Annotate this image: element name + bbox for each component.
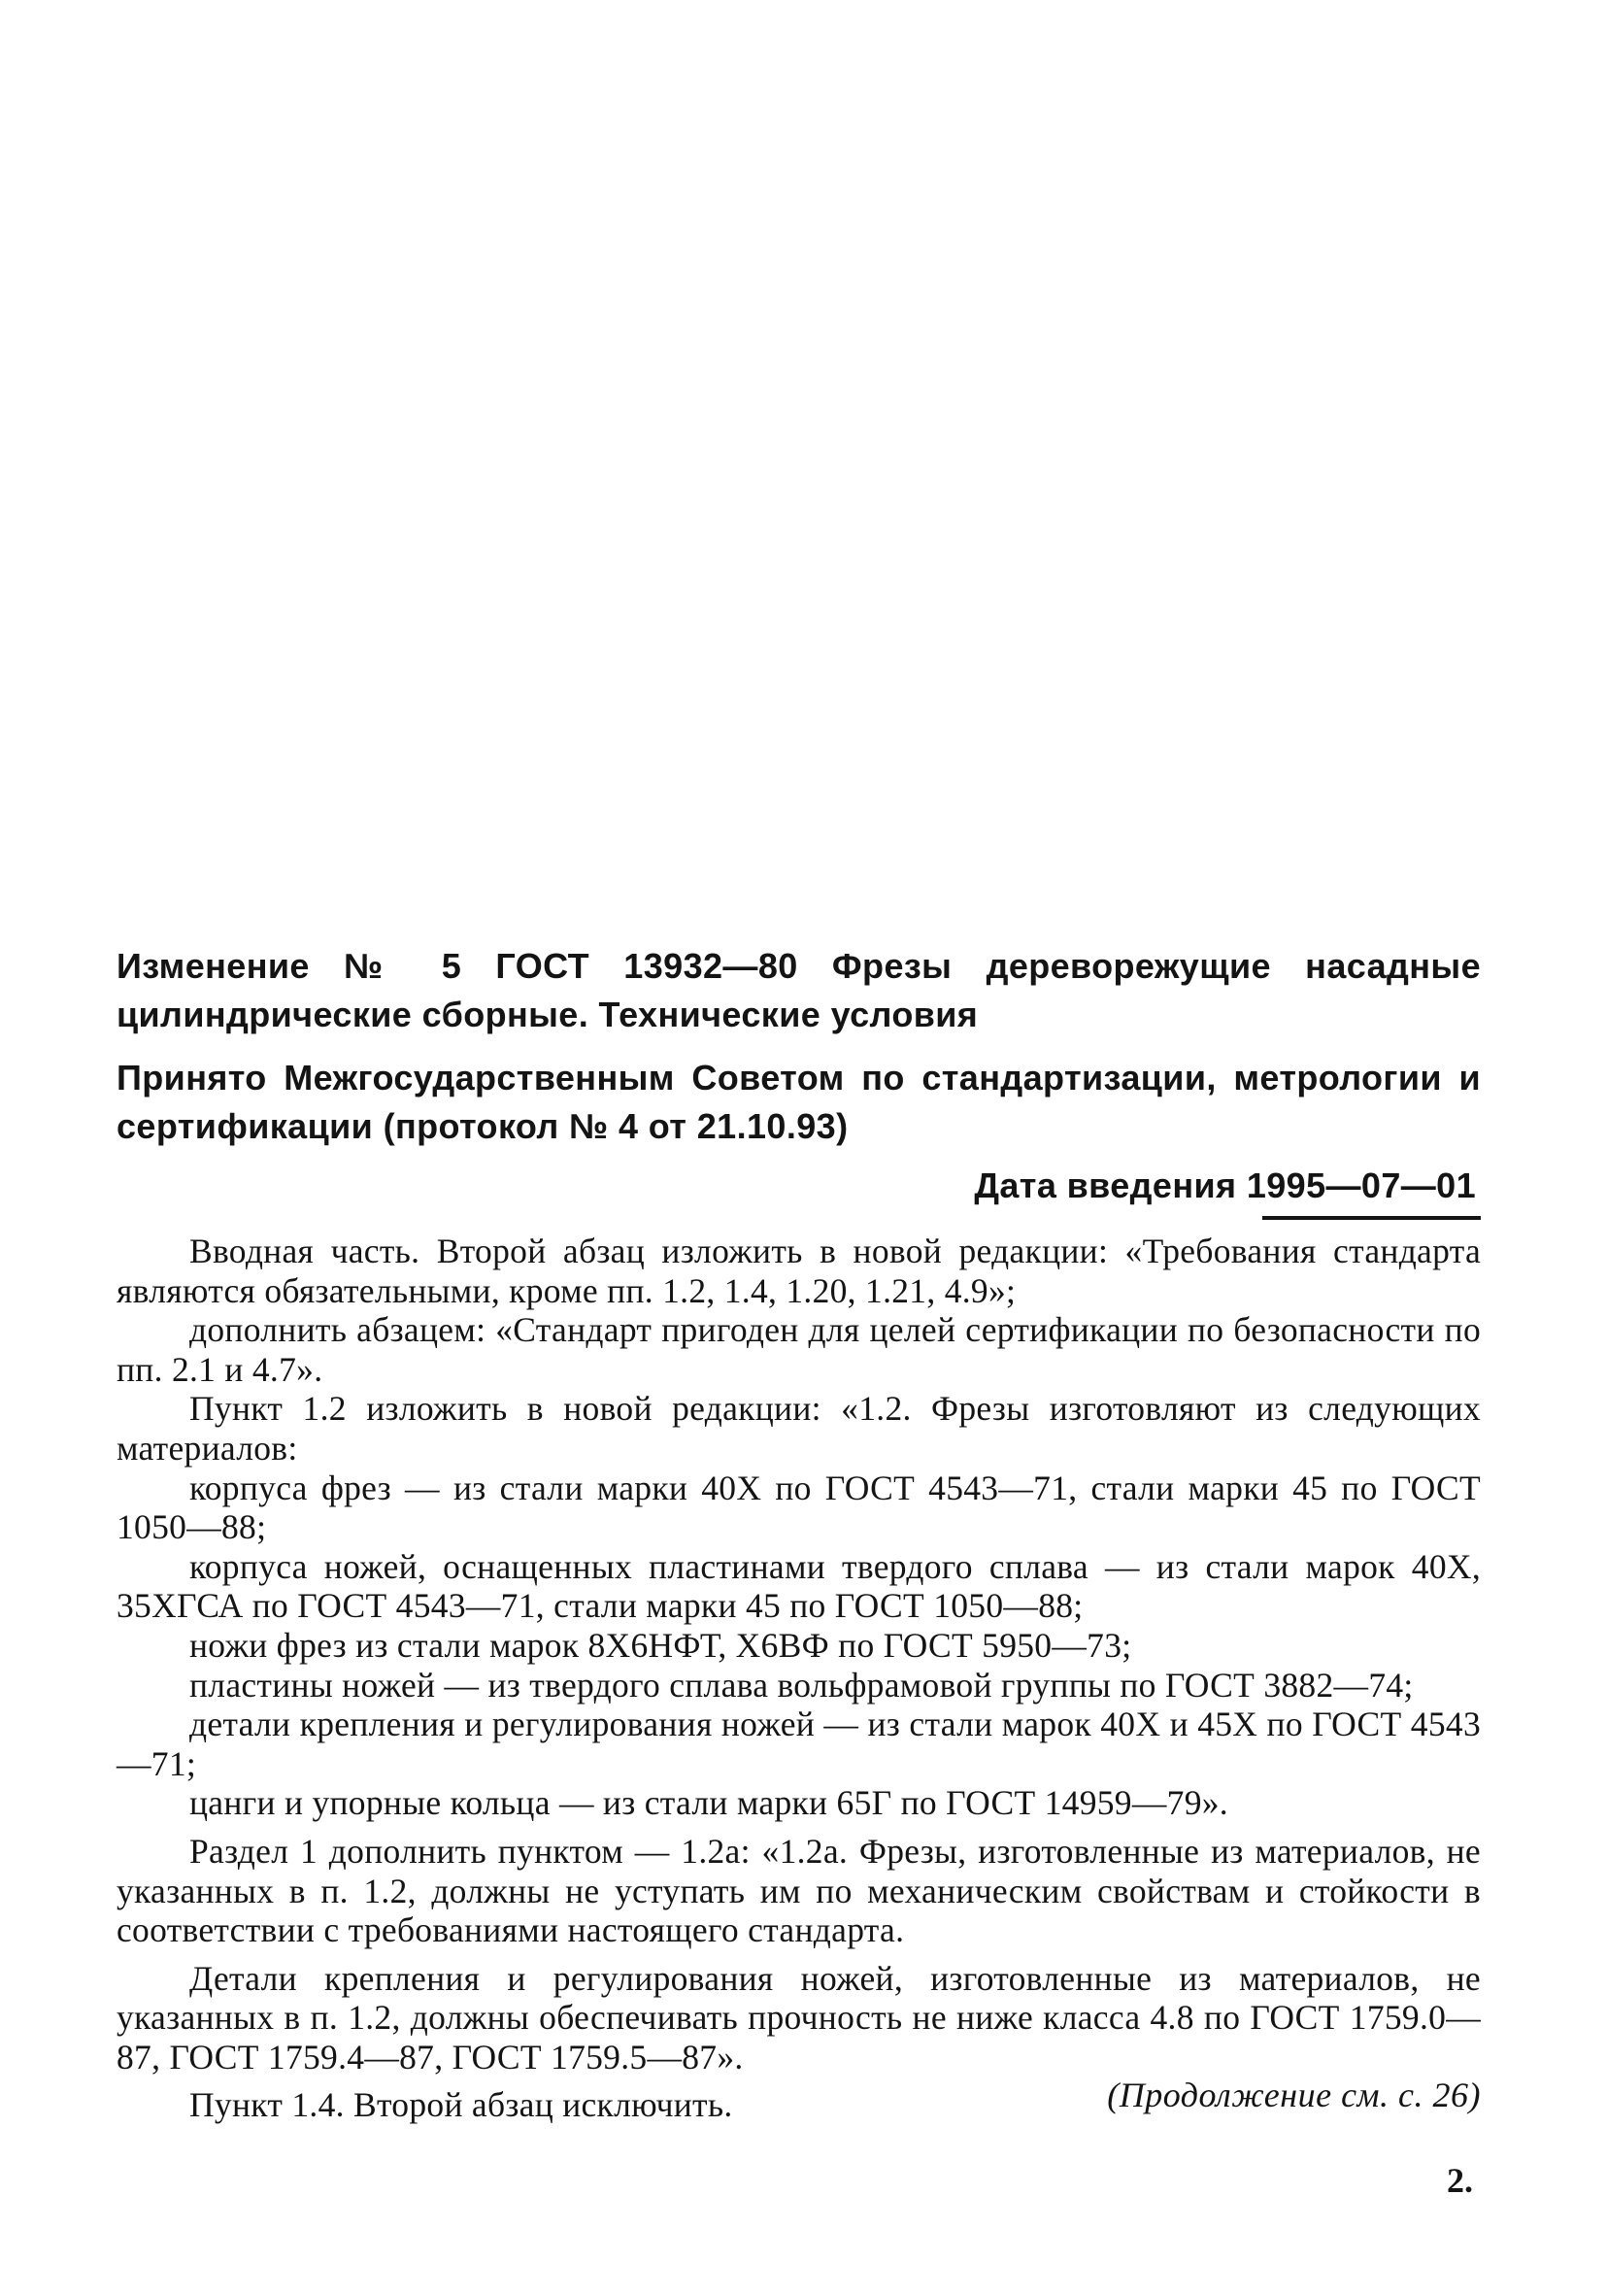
page-number: 2. — [1447, 2161, 1473, 2200]
date-underline — [1262, 1216, 1481, 1220]
paragraph-knife-bodies: корпуса ножей, оснащенных пластинами твердого сплава — из стали марок 40Х, 35ХГСА по ГОСТ 4543—71, стали марки 45 по ГОСТ 1050—88; — [117, 1546, 1481, 1626]
effective-date: Дата введения 1995—07—01 — [974, 1165, 1476, 1205]
paragraph-intro: Вводная часть. Второй абзац изложить в новой редакции: «Требования стандарта являются обязательными, кроме пп. 1.2, 1.4, 1.20, 1.21, 4.9»; — [117, 1232, 1481, 1310]
amendment-body — [117, 1232, 1481, 2125]
paragraph-section-1-2a: Раздел 1 дополнить пунктом — 1.2а: «1.2а. Фрезы, изготовленные из материалов, не указанных в п. 1.2, должны не уступать им по механическим свойствам и стойкости в соответствии с требованиями настоящего стандарта. — [117, 1831, 1481, 1950]
paragraph-addition: дополнить абзацем: «Стандарт пригоден для целей сертификации по безопасности по пп. 2.1 и 4.7». — [117, 1310, 1481, 1389]
paragraph-collets: цанги и упорные кольца — из стали марки 65Г по ГОСТ 14959—79». — [189, 1783, 1228, 1823]
paragraph-item-1-2: Пункт 1.2 изложить в новой редакции: «1.2. Фрезы изготовляют из следующих материалов: — [117, 1389, 1481, 1468]
continuation-note: (Продолжение см. с. 26) — [1107, 2076, 1481, 2114]
paragraph-plates: пластины ножей — из твердого сплава вольфрамовой группы по ГОСТ 3882—74; — [189, 1665, 1414, 1705]
paragraph-fasteners: детали крепления и регулирования ножей — из стали марок 40Х и 45Х по ГОСТ 4543—71; — [117, 1705, 1481, 1783]
paragraph-fastener-strength: Детали крепления и регулирования ножей, изготовленные из материалов, не указанных в п. 1.2, должны обеспечивать прочность не ниже класса 4.8 по ГОСТ 1759.0—87, ГОСТ 1759.4—87, ГОСТ 1759.5—87». — [117, 1958, 1481, 2077]
paragraph-cutter-bodies: корпуса фрез — из стали марки 40Х по ГОСТ 4543—71, стали марки 45 по ГОСТ 1050—88; — [117, 1468, 1481, 1547]
amendment-title: Изменение № 5 ГОСТ 13932—80 Фрезы дереворежущие насадные цилиндрические сборные. Технические условия — [117, 946, 1481, 1034]
paragraph-knives: ножи фрез из стали марок 8Х6НФТ, Х6ВФ по ГОСТ 5950—73; — [189, 1625, 1132, 1665]
paragraph-item-1-4: Пункт 1.4. Второй абзац исключить. — [189, 2085, 733, 2125]
adoption-note: Принято Межгосударственным Советом по стандартизации, метрологии и сертификации (протокол № 4 от 21.10.93) — [117, 1058, 1481, 1146]
